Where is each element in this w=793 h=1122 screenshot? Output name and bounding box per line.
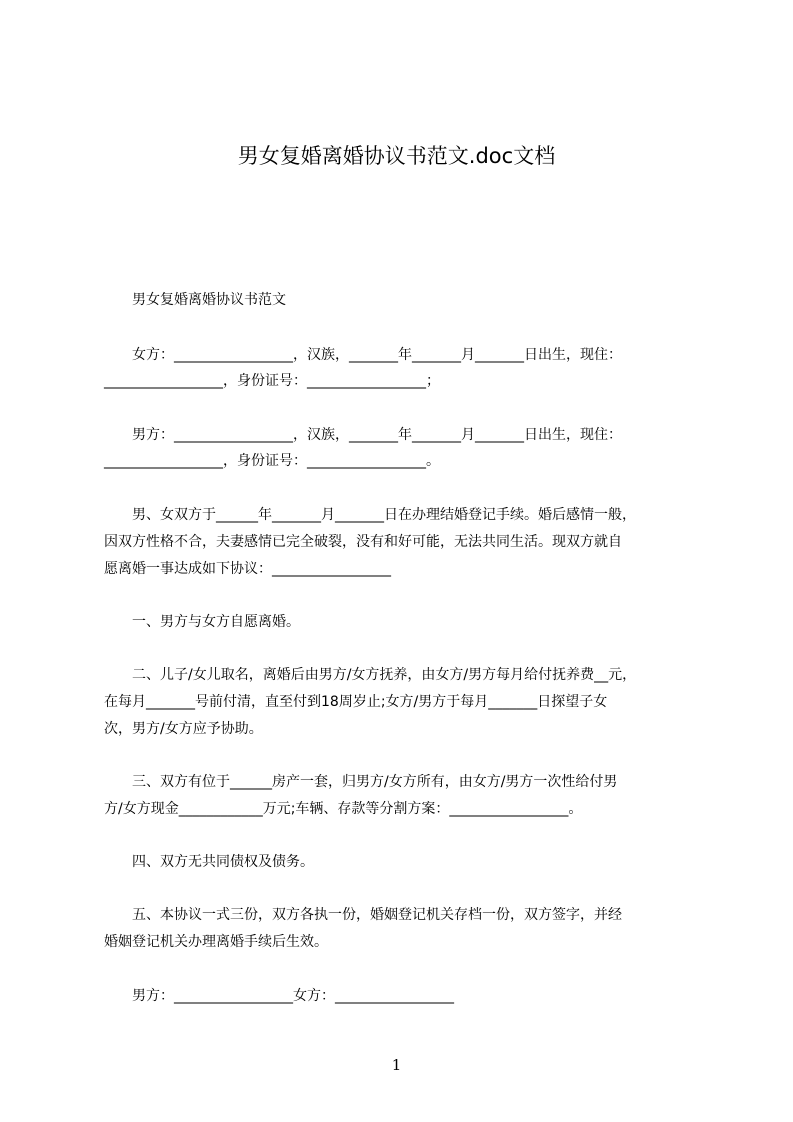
man-info-line-1: 男方：_________________，汉族，_______年_______月_______日出生，现住：: [104, 427, 622, 443]
clause-5-line-2: 婚姻登记机关办理离婚手续后生效。: [104, 934, 328, 950]
woman-info-line-1: 女方：_________________，汉族，_______年_______月_______日出生，现住：: [104, 347, 622, 363]
clause-1: 一、男方与女方自愿离婚。: [104, 614, 300, 630]
clause-2-line-2: 在每月_______号前付清，直至付到18周岁止;女方/男方于每月_______日探望子女: [104, 694, 608, 710]
preamble-line-2: 因双方性格不合，夫妻感情已完全破裂，没有和好可能，无法共同生活。现双方就自: [104, 534, 622, 550]
preamble-line-3: 愿离婚一事达成如下协议：_________________: [104, 561, 391, 577]
signature-line: 男方：_________________女方：_________________: [104, 988, 454, 1004]
clause-3-line-2: 方/女方现金____________万元;车辆、存款等分割方案：_________________。: [104, 801, 583, 817]
clause-3-line-1: 三、双方有位于______房产一套，归男方/女方所有，由女方/男方一次性给付男: [104, 774, 618, 790]
clause-2-line-3: 次，男方/女方应予协助。: [104, 721, 263, 737]
doc-subtitle: 男女复婚离婚协议书范文: [104, 292, 286, 308]
page-number: 1: [391, 1056, 402, 1074]
document-title: 男女复婚离婚协议书范文.doc文档: [237, 144, 556, 168]
man-info-line-2: _________________，身份证号：_________________。: [104, 453, 440, 469]
preamble-line-1: 男、女双方于______年_______月_______日在办理结婚登记手续。婚后感情一般，: [104, 507, 636, 523]
clause-2-line-1: 二、儿子/女儿取名，离婚后由男方/女方抚养，由女方/男方每月给付抚养费__元，: [104, 667, 637, 683]
woman-info-line-2: _________________，身份证号：_________________；: [104, 373, 440, 389]
clause-4: 四、双方无共同债权及债务。: [104, 854, 314, 870]
clause-5-line-1: 五、本协议一式三份，双方各执一份，婚姻登记机关存档一份，双方签字，并经: [104, 907, 622, 923]
